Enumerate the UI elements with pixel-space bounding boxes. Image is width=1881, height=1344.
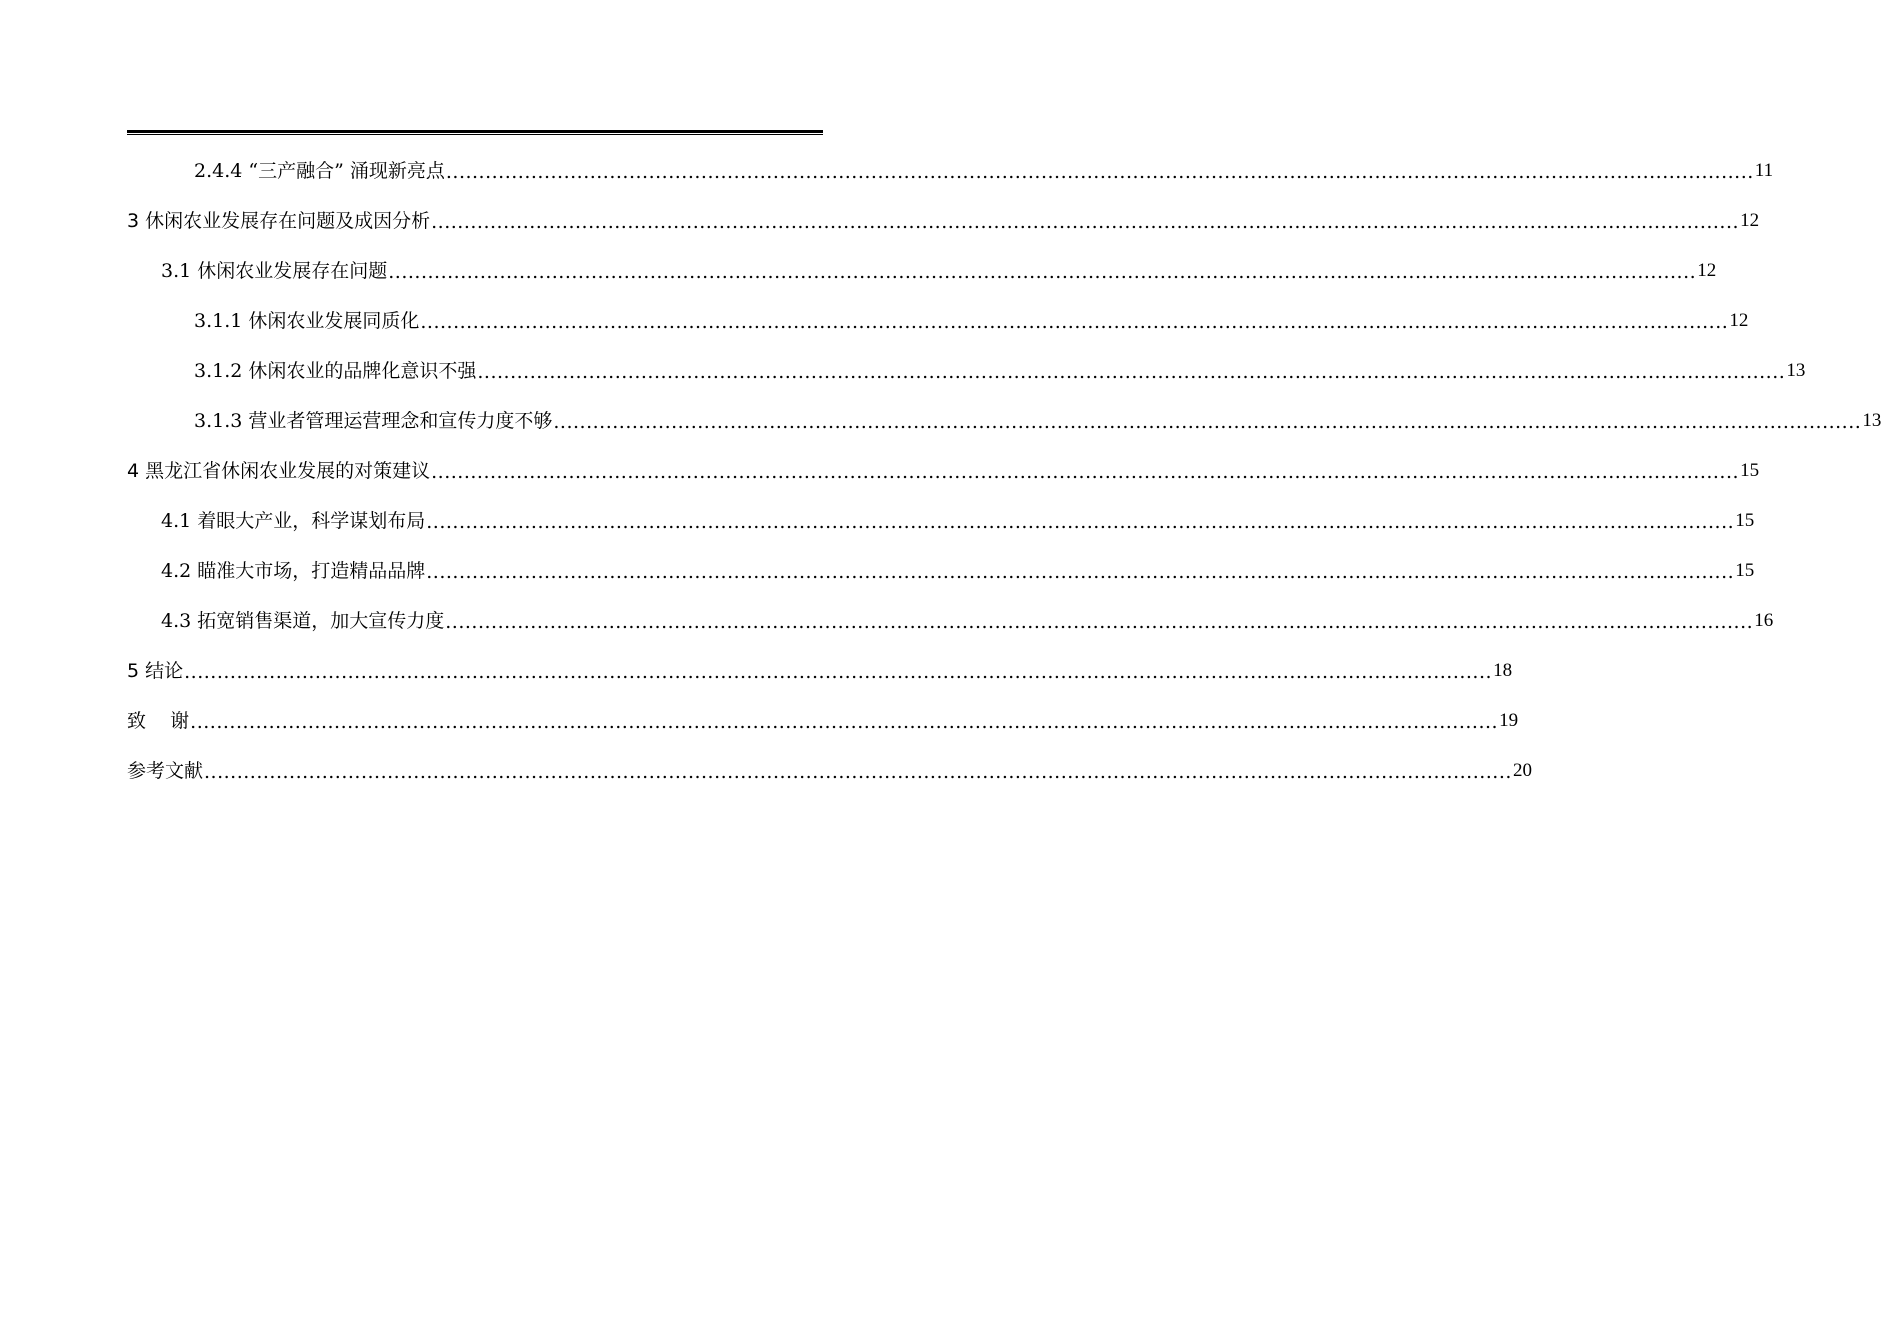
toc-dot-leader: ........................................................................................................................................................................................................: [426, 511, 1735, 533]
toc-page-number: 11: [1754, 160, 1774, 181]
toc-entry-4-2[interactable]: [127, 546, 1755, 596]
toc-entry-label: 4.1 着眼大产业，科学谋划布局: [161, 510, 426, 532]
toc-entry-5[interactable]: [127, 646, 1513, 696]
toc-entry-references[interactable]: [127, 746, 1532, 796]
toc-page-number: 12: [1729, 310, 1749, 331]
toc-dot-leader: ........................................................................................................................................................................................................: [477, 361, 1786, 383]
toc-entry-label: 5 结论: [127, 660, 184, 682]
toc-dot-leader: ........................................................................................................................................................................................................: [431, 461, 1740, 483]
toc-dot-leader: ........................................................................................................................................................................................................: [426, 561, 1735, 583]
toc-entry-label: 3.1.1 休闲农业发展同质化: [194, 310, 420, 332]
header-rule-thick: [127, 130, 823, 133]
toc-entry-3-1-2[interactable]: [127, 346, 1806, 396]
toc-dot-leader: ........................................................................................................................................................................................................: [204, 761, 1512, 783]
toc-dot-leader: ........................................................................................................................................................................................................: [431, 211, 1740, 233]
toc-dot-leader: ........................................................................................................................................................................................................: [420, 311, 1729, 333]
toc-dot-leader: ........................................................................................................................................................................................................: [184, 661, 1493, 683]
toc-entry-label: 3.1.2 休闲农业的品牌化意识不强: [194, 360, 477, 382]
toc-page-number: 18: [1493, 660, 1513, 681]
toc-entry-label: 4 黑龙江省休闲农业发展的对策建议: [127, 460, 431, 482]
toc-page-number: 15: [1735, 510, 1755, 531]
toc-page-number: 13: [1862, 410, 1881, 431]
toc-page-number: 13: [1786, 360, 1806, 381]
header-double-rule: [127, 130, 823, 136]
toc-entry-3-1[interactable]: [127, 246, 1717, 296]
toc-entry-label: 3 休闲农业发展存在问题及成因分析: [127, 210, 431, 232]
toc-page-number: 12: [1697, 260, 1717, 281]
toc-entry-label: 3.1 休闲农业发展存在问题: [161, 260, 388, 282]
toc-entry-label: 致 谢: [127, 710, 190, 732]
toc-entry-label: 4.2 瞄准大市场，打造精品品牌: [161, 560, 426, 582]
toc-page-number: 12: [1740, 210, 1760, 231]
toc-entry-acknowledgements[interactable]: [127, 696, 1519, 746]
toc-page-number: 15: [1740, 460, 1760, 481]
toc-entry-3-1-1[interactable]: [127, 296, 1749, 346]
toc-dot-leader: ........................................................................................................................................................................................................: [445, 161, 1754, 183]
toc-entry-label: 参考文献: [127, 760, 204, 782]
toc-entry-2-4-4[interactable]: [127, 146, 1774, 196]
toc-entry-4[interactable]: [127, 446, 1760, 496]
toc-dot-leader: ........................................................................................................................................................................................................: [190, 711, 1499, 733]
toc-entry-label: 2.4.4 “三产融合” 涌现新亮点: [194, 160, 445, 182]
toc-entry-label: 4.3 拓宽销售渠道，加大宣传力度: [161, 610, 445, 632]
toc-entry-label: 3.1.3 营业者管理运营理念和宣传力度不够: [194, 410, 553, 432]
toc-dot-leader: ........................................................................................................................................................................................................: [388, 261, 1697, 283]
toc-page-number: 15: [1735, 560, 1755, 581]
toc-page-number: 19: [1499, 710, 1519, 731]
toc-entry-3-1-3[interactable]: [127, 396, 1881, 446]
toc-page-number: 20: [1512, 760, 1532, 781]
toc-dot-leader: ........................................................................................................................................................................................................: [553, 411, 1862, 433]
header-rule-thin: [127, 134, 823, 135]
toc-entry-3[interactable]: [127, 196, 1760, 246]
toc-dot-leader: ........................................................................................................................................................................................................: [445, 611, 1754, 633]
toc-page-number: 16: [1754, 610, 1774, 631]
table-of-contents: [127, 146, 1881, 796]
toc-entry-4-3[interactable]: [127, 596, 1774, 646]
toc-entry-4-1[interactable]: [127, 496, 1755, 546]
